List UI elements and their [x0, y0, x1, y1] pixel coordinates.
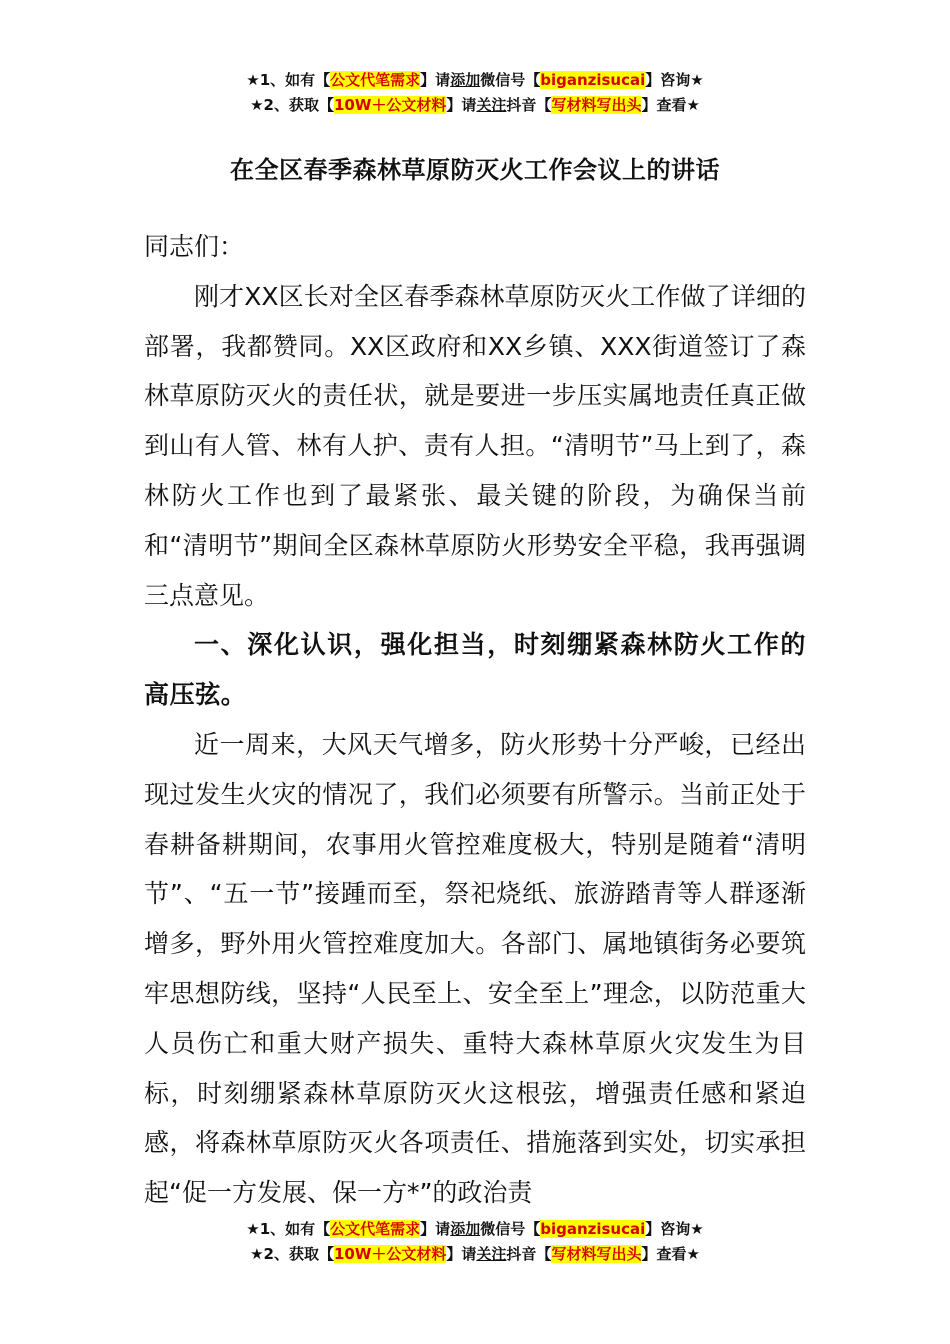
paragraph: 刚才XX区长对全区春季森林草原防灭火工作做了详细的部署，我都赞同。XX区政府和XX乡镇、XXX街道签订了森林草原防灭火的责任状，就是要进一步压实属地责任真正做到山有人管、林有人护、责有人担。“清明节”马上到了，森林防火工作也到了最紧张、最关键的阶段，为确保当前和“清明节”期间全区森林草原防火形势安全平稳，我再强调三点意见。	[144, 281, 806, 610]
banner-highlight: biganzisucai	[540, 71, 646, 89]
document-title: 在全区春季森林草原防灭火工作会议上的讲话	[230, 156, 720, 184]
banner-highlight: 写材料写出头	[551, 1245, 642, 1263]
footer-banner	[0, 1217, 950, 1267]
banner-highlight: biganzisucai	[540, 1220, 646, 1238]
banner-highlight: 写材料写出头	[551, 96, 642, 114]
banner-highlight: 公文代笔需求	[330, 71, 421, 89]
banner-highlight: 公文代笔需求	[330, 1220, 421, 1238]
salutation: 同志们：	[144, 232, 245, 261]
banner-line-1: ★1、如有【公文代笔需求】请添加微信号【biganzisucai】咨询★	[246, 1220, 704, 1238]
paragraph: 近一周来，大风天气增多，防火形势十分严峻，已经出现过发生火灾的情况了，我们必须要有所警示。当前正处于春耕备耕期间，农事用火管控难度极大，特别是随着“清明节”、“五一节”接踵而至，祭祀烧纸、旅游踏青等人群逐渐增多，野外用火管控难度加大。各部门、属地镇街务必要筑牢思想防线，坚持“人民至上、安全至上”理念，以防范重大人员伤亡和重大财产损失、重特大森林草原火灾发生为目标，时刻绷紧森林草原防灭火这根弦，增强责任感和紧迫感，将森林草原防灭火各项责任、措施落到实处，切实承担起“促一方发展、保一方*”的政治责	[144, 729, 806, 1208]
banner-line-2: ★2、获取【10W＋公文材料】请关注抖音【写材料写出头】查看★	[250, 1245, 700, 1263]
section-heading: 一、深化认识，强化担当，时刻绷紧森林防火工作的高压弦。	[144, 630, 806, 710]
banner-line-1: ★1、如有【公文代笔需求】请添加微信号【biganzisucai】咨询★	[246, 71, 704, 89]
banner-highlight: 10W＋公文材料	[333, 96, 447, 114]
banner-line-2: ★2、获取【10W＋公文材料】请关注抖音【写材料写出头】查看★	[250, 96, 700, 114]
document-body	[144, 222, 806, 1218]
banner-highlight: 10W＋公文材料	[333, 1245, 447, 1263]
header-banner	[0, 68, 950, 118]
